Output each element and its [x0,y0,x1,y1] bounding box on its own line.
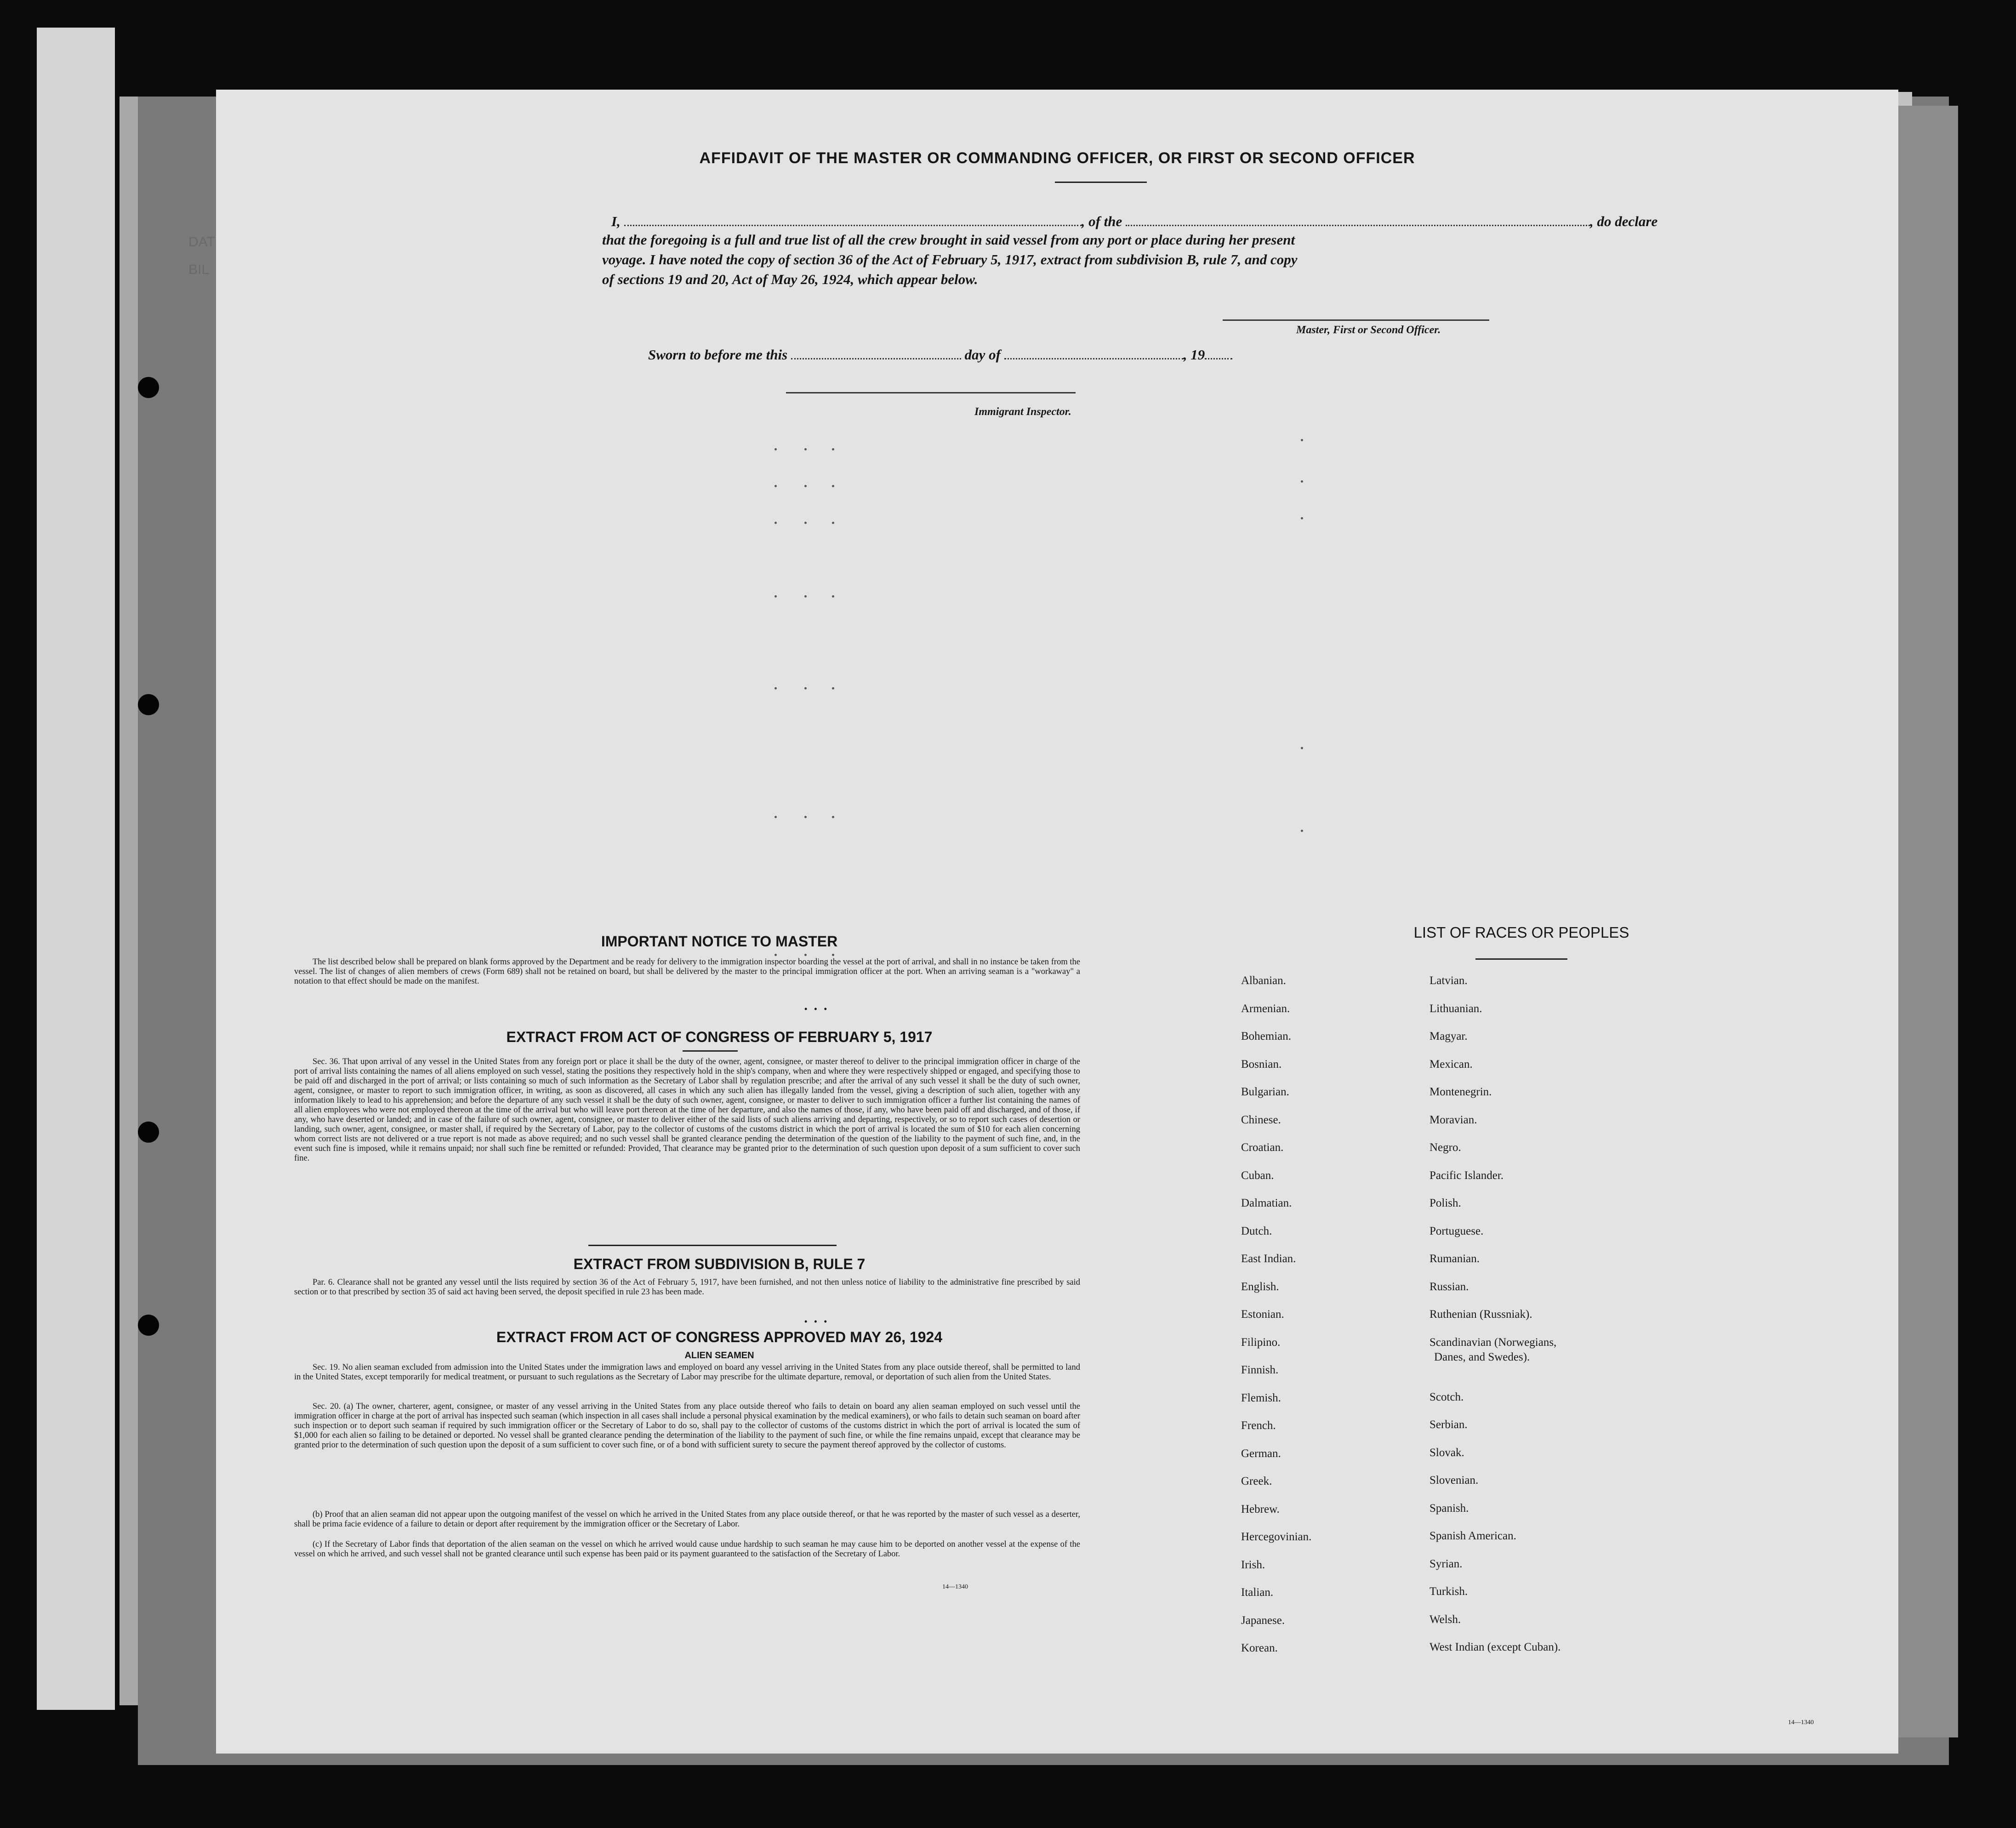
race-item: Korean. [1241,1642,1278,1654]
punch-hole [138,377,159,398]
scan-dot [804,522,807,524]
sworn-month-blank [1004,354,1184,359]
affidavit-i: I, [611,213,621,229]
extract-1924-subtitle: ALIEN SEAMEN [684,1350,754,1361]
extract-1924-sec20b: (b) Proof that an alien seaman did not appear upon the outgoing manifest of the vessel on which he arrived in the United States from any place outside thereof, or that he was reported by the master of such vessel as a deserter, shall be prima facie evidence of a failure to detain or deport after requirement by the immigration officer or the Secretary of Labor. [294,1510,1080,1529]
race-item: Bosnian. [1241,1058,1282,1071]
race-item: Mexican. [1429,1058,1473,1071]
scan-dot [804,595,807,598]
race-item: Danes, and Swedes). [1434,1350,1530,1363]
name-blank [624,221,1082,226]
race-item: Finnish. [1241,1364,1279,1376]
race-item: Rumanian. [1429,1253,1480,1265]
race-item: Lithuanian. [1429,1002,1482,1015]
scan-dot [804,485,807,487]
affidavit-line-4: of sections 19 and 20, Act of May 26, 1924, which appear below. [602,271,978,287]
race-item: Spanish American. [1429,1530,1516,1542]
race-item: Armenian. [1241,1002,1290,1015]
race-item: Filipino. [1241,1336,1281,1349]
document-page [216,90,1898,1754]
race-item: Scotch. [1429,1390,1464,1403]
scan-dot [775,595,777,598]
section-form-number: 14—1340 [942,1583,968,1590]
scan-dot [804,816,807,818]
race-item: Polish. [1429,1197,1461,1209]
affidavit-of-the: , of the [1081,213,1122,229]
extract-1924-sec20c: (c) If the Secretary of Labor finds that deportation of the alien seaman on the vessel on which he arrived would cause undue hardship to such seaman he may cause him to be deported on another vessel at the expense of the vessel on which he arrived, and such vessel shall not be granted clearance until such expense has been paid or its payment guaranteed to the satisfaction of the Secretary of Labor. [294,1540,1080,1559]
sworn-year-blank [1205,354,1232,359]
race-item: West Indian (except Cuban). [1429,1641,1561,1653]
race-item: Cuban. [1241,1169,1274,1182]
race-item: English. [1241,1280,1279,1293]
affidavit-declare: , do declare [1590,213,1658,229]
scan-dot [832,954,834,956]
race-item: Syrian. [1429,1557,1463,1570]
margin-mark-dat: DAT [188,234,215,250]
vessel-blank [1126,221,1590,226]
affidavit-title: AFFIDAVIT OF THE MASTER OR COMMANDING OFFICER, OR FIRST OR SECOND OFFICER [699,149,1415,167]
scan-dot [832,448,834,450]
race-item: Pacific Islander. [1429,1169,1504,1182]
extract-rule7-title: EXTRACT FROM SUBDIVISION B, RULE 7 [573,1256,866,1272]
race-item: Hercegovinian. [1241,1531,1312,1543]
master-caption: Master, First or Second Officer. [1296,324,1441,336]
notice-text: The list described below shall be prepared on blank forms approved by the Department and be ready for delivery to the immigration inspector boarding the vessel at the port of arrival, and shall in no instance be taken from the vessel. The list of changes of alien members of crews (Form 689) shall not be retained on board, but shall be delivered by the master to the principal immigration officer at the port. When an arriving seaman is a "workaway" a notation to that effect should be made on the manifest. [294,957,1080,986]
race-item: Russian. [1429,1280,1469,1293]
race-item: Turkish. [1429,1585,1468,1598]
title-rule [1055,182,1147,183]
race-item: Greek. [1241,1475,1272,1487]
race-item: Flemish. [1241,1391,1281,1404]
scan-dot [832,485,834,487]
race-item: Dutch. [1241,1224,1272,1237]
affidavit-line-1 [611,211,1657,231]
scan-dot [775,954,777,956]
races-title: LIST OF RACES OR PEOPLES [1413,924,1629,941]
race-item: Irish. [1241,1558,1265,1571]
race-item: Montenegrin. [1429,1086,1492,1098]
scan-dot [1301,747,1303,749]
scan-dot [1301,517,1303,519]
right-page-edge [1889,106,1958,1737]
inspector-signature-line [786,392,1076,393]
race-item: Magyar. [1429,1030,1468,1042]
race-item: Italian. [1241,1586,1274,1599]
extract-1917-end-rule [588,1245,837,1246]
race-item: German. [1241,1447,1281,1460]
master-signature-line [1223,319,1489,321]
extract-1924-sec20a: Sec. 20. (a) The owner, charterer, agent, consignee, or master of any vessel arriving in the United States from any place outside thereof who fails to detain on board any alien seaman employed on such vessel until the immigration officer in charge at the port of arrival has inspected such seaman (which inspection in all cases shall include a personal physical examination by the medical examiners), or who fails to detain such seaman on board after such inspection or to deport such seaman if required by such immigration officer or the Secretary of Labor to do so, shall pay to the collector of customs of the customs district in which the port of arrival is located the sum of $1,000 for each alien so failing to be detained or deported. No vessel shall be granted clearance pending the determination of the liability to the payment of such fine, or while the fine remains unpaid, except that clearance may be granted prior to the determination of such question upon the deposit of a sum sufficient to cover such fine, or of a bond with sufficient surety to secure the payment thereof approved by the collector of customs. [294,1402,1081,1450]
extract-1924-sec19: Sec. 19. No alien seaman excluded from admission into the United States under the immigration laws and employed on board any vessel arriving in the United States from any place outside thereof, shall be permitted to land in the United States, except temporarily for medical treatment, or pursuant to such regulations as the Secretary of Labor may prescribe for the ultimate departure, removal, or deportation of such alien from the United States. [294,1363,1080,1382]
scan-dot [1301,439,1303,441]
race-item: Albanian. [1241,974,1286,987]
scan-dot [775,485,777,487]
extract-1924-title: EXTRACT FROM ACT OF CONGRESS APPROVED MAY 26, 1924 [496,1329,943,1345]
race-item: Spanish. [1429,1502,1469,1515]
sworn-prefix: Sworn to before me this [648,347,788,363]
notice-title: IMPORTANT NOTICE TO MASTER [601,933,838,950]
race-item: Hebrew. [1241,1503,1280,1515]
race-item: Slovenian. [1429,1474,1479,1486]
race-item: Estonian. [1241,1308,1284,1321]
margin-mark-bil: BIL [188,262,210,277]
race-item: Latvian. [1429,974,1468,987]
left-paper-edge [37,28,115,1710]
scan-dot [832,522,834,524]
scan-dot [775,522,777,524]
extract-1917-title: EXTRACT FROM ACT OF CONGRESS OF FEBRUARY 5, 1917 [506,1029,933,1045]
scan-dot [775,448,777,450]
race-item: French. [1241,1419,1276,1432]
extract-rule7-text: Par. 6. Clearance shall not be granted any vessel until the lists required by section 36 of the Act of February 5, 1917, have been furnished, and not then unless notice of liability to the administrative fine prescribed by said section or to that prescribed by section 35 of said act having been served, the deposit specified in rule 23 has been made. [294,1278,1080,1297]
race-item: Portuguese. [1429,1224,1484,1237]
separator-dots: • • • [804,1004,827,1014]
race-item: Welsh. [1429,1613,1461,1626]
scan-dot [775,687,777,689]
sworn-day-blank [791,354,961,359]
race-item: Scandinavian (Norwegians, [1429,1336,1557,1349]
scan-dot [1301,830,1303,832]
races-title-rule [1475,958,1567,960]
race-item: Dalmatian. [1241,1197,1292,1209]
separator-dots: • • • [804,1317,827,1326]
affidavit-line-2: that the foregoing is a full and true list of all the crew brought in said vessel from any port or place during her present [602,232,1295,248]
extract-1917-rule [683,1050,738,1052]
scan-dot [804,954,807,956]
affidavit-line-3: voyage. I have noted the copy of section 36 of the Act of February 5, 1917, extract from subdivision B, rule 7, and copy [602,251,1298,268]
race-item: Slovak. [1429,1446,1464,1459]
scan-dot [804,687,807,689]
race-item: Croatian. [1241,1141,1284,1154]
scan-dot [832,595,834,598]
inspector-caption: Immigrant Inspector. [974,406,1071,418]
race-item: Japanese. [1241,1614,1285,1627]
scan-dot [832,687,834,689]
race-item: Negro. [1429,1141,1461,1154]
scan-dot [1301,480,1303,483]
scan-dot [804,448,807,450]
race-item: Chinese. [1241,1113,1281,1126]
sworn-year: , 19 [1183,347,1205,363]
race-item: Serbian. [1429,1418,1468,1431]
race-item: Bohemian. [1241,1030,1292,1042]
page-form-number: 14—1340 [1788,1719,1814,1726]
race-item: East Indian. [1241,1253,1296,1265]
punch-hole [138,1122,159,1143]
scan-dot [832,816,834,818]
race-item: Bulgarian. [1241,1086,1289,1098]
punch-hole [138,1315,159,1336]
scan-dot [775,816,777,818]
race-item: Moravian. [1429,1113,1477,1126]
sworn-line [648,345,1232,364]
race-item: Ruthenian (Russniak). [1429,1308,1532,1321]
punch-hole [138,694,159,715]
sworn-day-of: day of [964,347,1001,363]
extract-1917-text: Sec. 36. That upon arrival of any vessel in the United States from any foreign port or place it shall be the duty of the owner, agent, consignee, or master thereof to deliver to the principal immigration officer in charge of the port of arrival lists containing the names of all aliens employed on such vessel, stating the positions they respectively hold in the ship's company, when and where they were respectively shipped or engaged, and specifying those to be paid off and discharged in the port of arrival; or lists containing so much of such information as the Secretary of Labor shall by regulation prescribe; and after the arrival of any such vessel it shall be the duty of such owner, agent, consignee, or master to report to such immigration officer, in writing, as soon as discovered, all cases in which any such alien has illegally landed from the vessel, giving a description of such alien, together with any information likely to lead to his apprehension; and before the departure of any such vessel it shall be the duty of such owner, agent, consignee, or master to deliver to such immigration officer a further list containing the names of all alien employees who were not employed thereon at the time of the arrival but who will leave port thereon at the time of her departure, and also the names of those, if any, who have been paid off and discharged, and of those, if any, who have deserted or landed; and in case of the failure of such owner, agent, consignee, or master to deliver either of the said lists of such aliens arriving and departing, respectively, or so to report such cases of desertion or landing, such owner, agent, consignee, or master shall, if required by the Secretary of Labor, pay to the collector of customs of the customs district in which the port of arrival is located the sum of $10 for each alien concerning whom correct lists are not delivered or a true report is not made as above required; and no such vessel shall be granted clearance pending the determination of the question of the liability to the payment of such fine, and, in the event such fine is imposed, while it remains unpaid; nor shall such fine be remitted or refunded: Provided, That clearance may be granted prior to the determination of such question upon deposit of a sum sufficient to cover such fine. [294,1057,1080,1163]
